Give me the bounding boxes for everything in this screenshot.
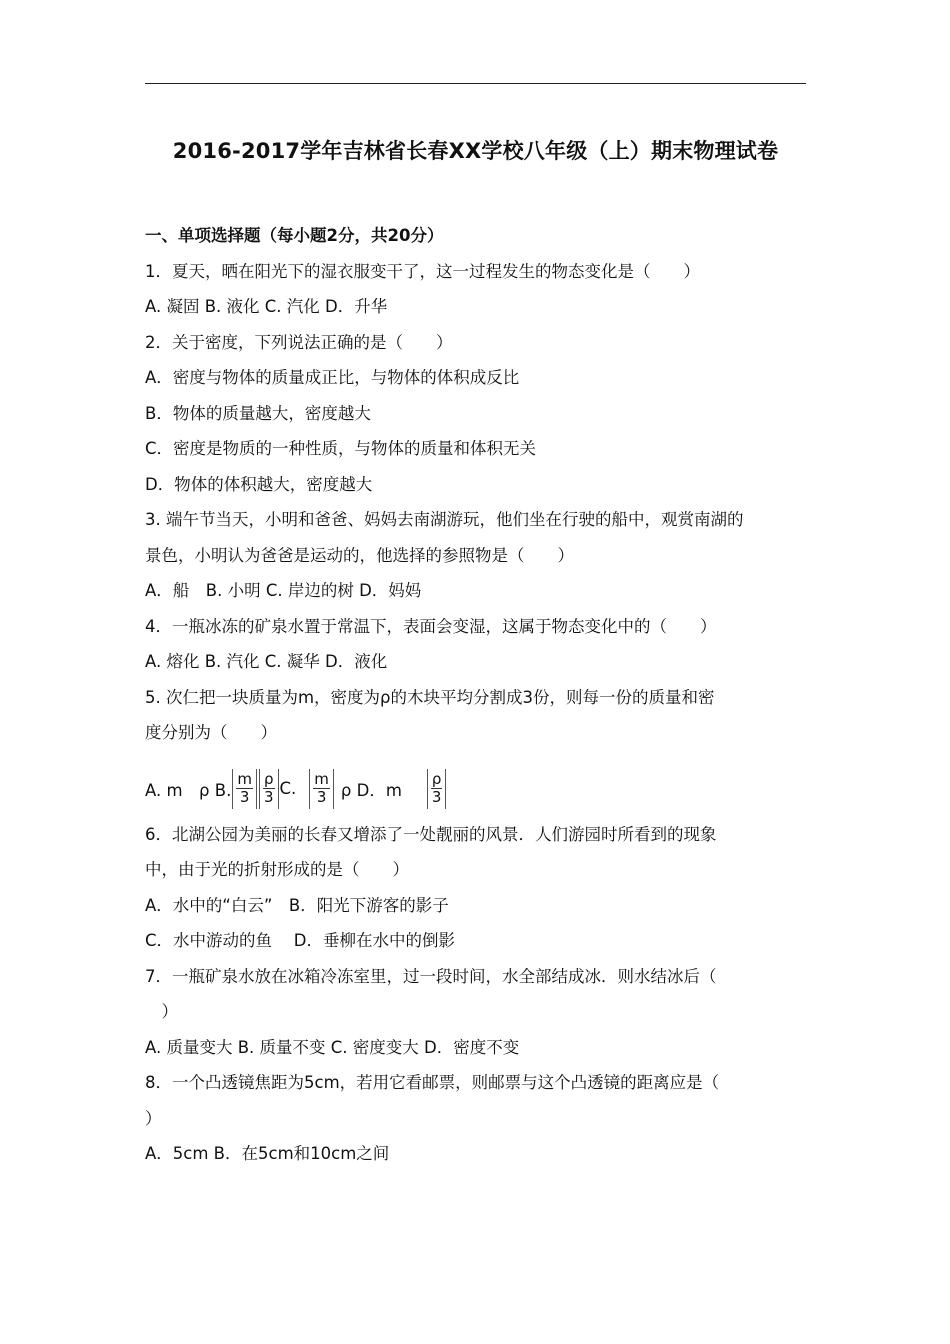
question-6-stem-line2: 中，由于光的折射形成的是（ ） bbox=[145, 860, 409, 879]
header-rule bbox=[145, 83, 806, 84]
fraction-rho-over-3 bbox=[259, 769, 279, 809]
question-4-options: A. 熔化 B. 汽化 C. 凝华 D．液化 bbox=[145, 652, 388, 671]
question-2-option-d: D．物体的体积越大，密度越大 bbox=[145, 474, 373, 494]
question-7-stem-line1: 7．一瓶矿泉水放在冰箱冷冻室里，过一段时间，水全部结成冰．则水结冰后（ bbox=[145, 966, 717, 986]
question-6-options-cd: C．水中游动的鱼 D．垂柳在水中的倒影 bbox=[145, 931, 455, 950]
question-5-stem-line1: 5. 次仁把一块质量为m，密度为ρ的木块平均分割成3份，则每一份的质量和密 bbox=[145, 687, 715, 707]
fraction-numerator: m bbox=[314, 770, 329, 788]
exam-content bbox=[145, 218, 806, 1172]
question-8-stem-line1: 8．一个凸透镜焦距为5cm，若用它看邮票，则邮票与这个凸透镜的距离应是（ bbox=[145, 1073, 720, 1092]
question-4-stem: 4．一瓶冰冻的矿泉水置于常温下，表面会变湿，这属于物态变化中的（ ） bbox=[145, 616, 717, 636]
fraction-numerator: ρ bbox=[263, 770, 274, 788]
q5-option-c-label: C. bbox=[279, 779, 297, 798]
question-2-option-b: B．物体的质量越大，密度越大 bbox=[145, 403, 371, 423]
question-8-stem-line2: ） bbox=[145, 1108, 162, 1128]
fraction-m-over-3 bbox=[309, 769, 334, 809]
question-2-stem: 2．关于密度，下列说法正确的是（ ） bbox=[145, 332, 453, 352]
fraction-denominator: 3 bbox=[263, 788, 274, 806]
question-5-stem-line2: 度分别为（ ） bbox=[145, 723, 277, 742]
question-6-options-ab: A．水中的“白云” B．阳光下游客的影子 bbox=[145, 895, 449, 915]
question-1-stem: 1．夏天，晒在阳光下的湿衣服变干了，这一过程发生的物态变化是（ ） bbox=[145, 261, 700, 281]
question-7-options: A. 质量变大 B. 质量不变 C. 密度变大 D．密度不变 bbox=[145, 1037, 520, 1057]
question-3-options: A．船 B. 小明 C. 岸边的树 D．妈妈 bbox=[145, 581, 422, 600]
fraction-numerator: ρ bbox=[431, 770, 442, 788]
question-1-options: A. 凝固 B. 液化 C. 汽化 D．升华 bbox=[145, 297, 388, 316]
fraction-rho-over-3 bbox=[427, 769, 447, 809]
question-6-stem-line1: 6．北湖公园为美丽的长春又增添了一处靓丽的风景．人们游园时所看到的现象 bbox=[145, 824, 717, 844]
fraction-m-over-3 bbox=[232, 769, 257, 809]
q5-option-a-label: A. m ρ B. bbox=[145, 780, 232, 800]
question-3-stem-line2: 景色，小明认为爸爸是运动的，他选择的参照物是（ ） bbox=[145, 545, 574, 565]
fraction-numerator: m bbox=[237, 770, 252, 788]
question-3-stem-line1: 3. 端午节当天，小明和爸爸、妈妈去南湖游玩，他们坐在行驶的船中，观赏南湖的 bbox=[145, 510, 744, 529]
question-5-options bbox=[145, 769, 806, 809]
question-2-option-a: A．密度与物体的质量成正比，与物体的体积成反比 bbox=[145, 368, 520, 387]
q5-option-c-rho-d-label: ρ D．m bbox=[340, 780, 402, 800]
page-title: 2016-2017学年吉林省长春XX学校八年级（上）期末物理试卷 bbox=[172, 139, 779, 163]
fraction-denominator: 3 bbox=[239, 788, 250, 806]
fraction-denominator: 3 bbox=[316, 788, 327, 806]
section-heading: 一、单项选择题（每小题2分，共20分） bbox=[145, 226, 444, 245]
question-8-options: A．5cm B．在5cm和10cm之间 bbox=[145, 1144, 390, 1163]
fraction-denominator: 3 bbox=[431, 788, 442, 806]
question-2-option-c: C．密度是物质的一种性质，与物体的质量和体积无关 bbox=[145, 439, 537, 458]
question-7-stem-line2: ） bbox=[145, 1002, 178, 1021]
